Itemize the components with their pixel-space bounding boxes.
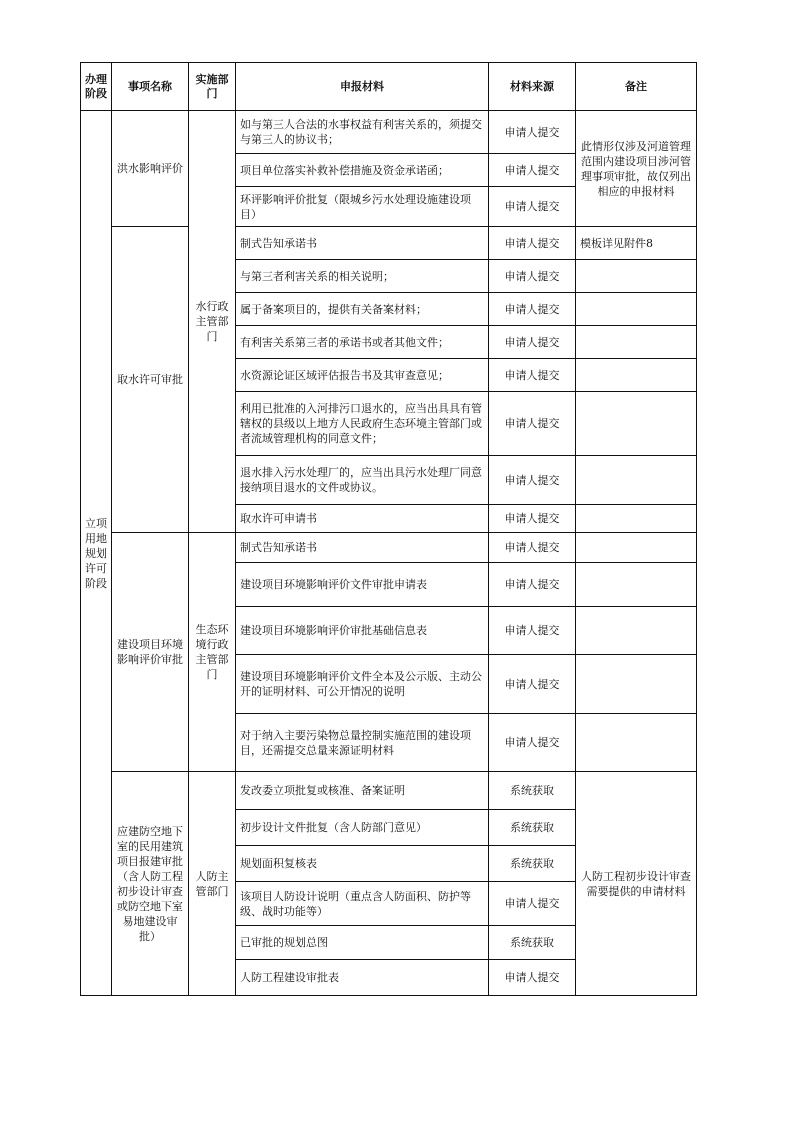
source-cell: 申请人提交 [489,260,576,293]
material-cell: 如与第三人合法的水事权益有利害关系的，须提交与第三人的协议书； [236,111,489,154]
note-empty [576,326,697,359]
note-empty [576,607,697,655]
note-empty [576,505,697,533]
material-cell: 建设项目环境影响评价审批基础信息表 [236,607,489,655]
header-item: 事项名称 [112,63,189,111]
note-empty [576,260,697,293]
note-empty [576,533,697,563]
item-eia: 建设项目环境影响评价审批 [112,533,189,772]
table-row [81,533,697,563]
materials-table [80,62,697,996]
note-empty [576,392,697,456]
source-cell: 申请人提交 [489,227,576,260]
source-cell: 系统获取 [489,772,576,810]
dept-civil: 人防主管部门 [189,772,236,996]
material-cell: 制式告知承诺书 [236,533,489,563]
source-cell: 申请人提交 [489,187,576,227]
header-source: 材料来源 [489,63,576,111]
material-cell: 水资源论证区域评估报告书及其审查意见； [236,359,489,392]
source-cell: 申请人提交 [489,882,576,926]
note-template: 模板详见附件8 [576,227,697,260]
source-cell: 申请人提交 [489,655,576,714]
dept-water: 水行政主管部门 [189,111,236,533]
material-cell: 规划面积复核表 [236,846,489,882]
material-cell: 属于备案项目的，提供有关备案材料； [236,293,489,326]
note-empty [576,293,697,326]
table-row [81,227,697,260]
source-cell: 申请人提交 [489,359,576,392]
note-empty [576,655,697,714]
source-cell: 申请人提交 [489,607,576,655]
material-cell: 退水排入污水处理厂的，应当出具污水处理厂同意接纳项目退水的文件或协议。 [236,456,489,505]
source-cell: 申请人提交 [489,563,576,607]
material-cell: 已审批的规划总图 [236,926,489,960]
note-empty [576,563,697,607]
header-materials: 申报材料 [236,63,489,111]
material-cell: 初步设计文件批复（含人防部门意见） [236,810,489,846]
source-cell: 申请人提交 [489,293,576,326]
material-cell: 利用已批准的入河排污口退水的，应当出具具有管辖权的县级以上地方人民政府生态环境主管部门或者流域管理机构的同意文件； [236,392,489,456]
note-empty [576,359,697,392]
material-cell: 该项目人防设计说明（重点含人防面积、防护等级、战时功能等） [236,882,489,926]
item-water-permit: 取水许可审批 [112,227,189,533]
material-cell: 有利害关系第三者的承诺书或者其他文件； [236,326,489,359]
source-cell: 申请人提交 [489,960,576,996]
dept-env: 生态环境行政主管部门 [189,533,236,772]
material-cell: 项目单位落实补救补偿措施及资金承诺函； [236,154,489,187]
note-flood: 此情形仅涉及河道管理范围内建设项目涉河管理事项审批，故仅列出相应的申报材料 [576,111,697,227]
table-row [81,111,697,154]
source-cell: 申请人提交 [489,456,576,505]
material-cell: 与第三者利害关系的相关说明； [236,260,489,293]
material-cell: 制式告知承诺书 [236,227,489,260]
source-cell: 系统获取 [489,810,576,846]
header-row [81,63,697,111]
material-cell: 建设项目环境影响评价文件审批申请表 [236,563,489,607]
note-civil: 人防工程初步设计审查需要提供的申请材料 [576,772,697,996]
material-cell: 建设项目环境影响评价文件全本及公示版、主动公开的证明材料、可公开情况的说明 [236,655,489,714]
item-flood: 洪水影响评价 [112,111,189,227]
source-cell: 申请人提交 [489,714,576,772]
note-empty [576,714,697,772]
source-cell: 申请人提交 [489,533,576,563]
source-cell: 申请人提交 [489,111,576,154]
source-cell: 申请人提交 [489,154,576,187]
item-civil-defense: 应建防空地下室的民用建筑项目报建审批（含人防工程初步设计审查或防空地下室易地建设审批） [112,772,189,996]
stage-cell: 立项用地规划许可阶段 [81,111,112,996]
material-cell: 人防工程建设审批表 [236,960,489,996]
note-empty [576,456,697,505]
source-cell: 申请人提交 [489,326,576,359]
material-cell: 取水许可申请书 [236,505,489,533]
header-stage: 办理阶段 [81,63,112,111]
table-row [81,772,697,810]
header-dept: 实施部门 [189,63,236,111]
header-note: 备注 [576,63,697,111]
material-cell: 对于纳入主要污染物总量控制实施范围的建设项目，还需提交总量来源证明材料 [236,714,489,772]
source-cell: 申请人提交 [489,392,576,456]
material-cell: 发改委立项批复或核准、备案证明 [236,772,489,810]
source-cell: 系统获取 [489,926,576,960]
source-cell: 系统获取 [489,846,576,882]
material-cell: 环评影响评价批复（限城乡污水处理设施建设项目） [236,187,489,227]
source-cell: 申请人提交 [489,505,576,533]
